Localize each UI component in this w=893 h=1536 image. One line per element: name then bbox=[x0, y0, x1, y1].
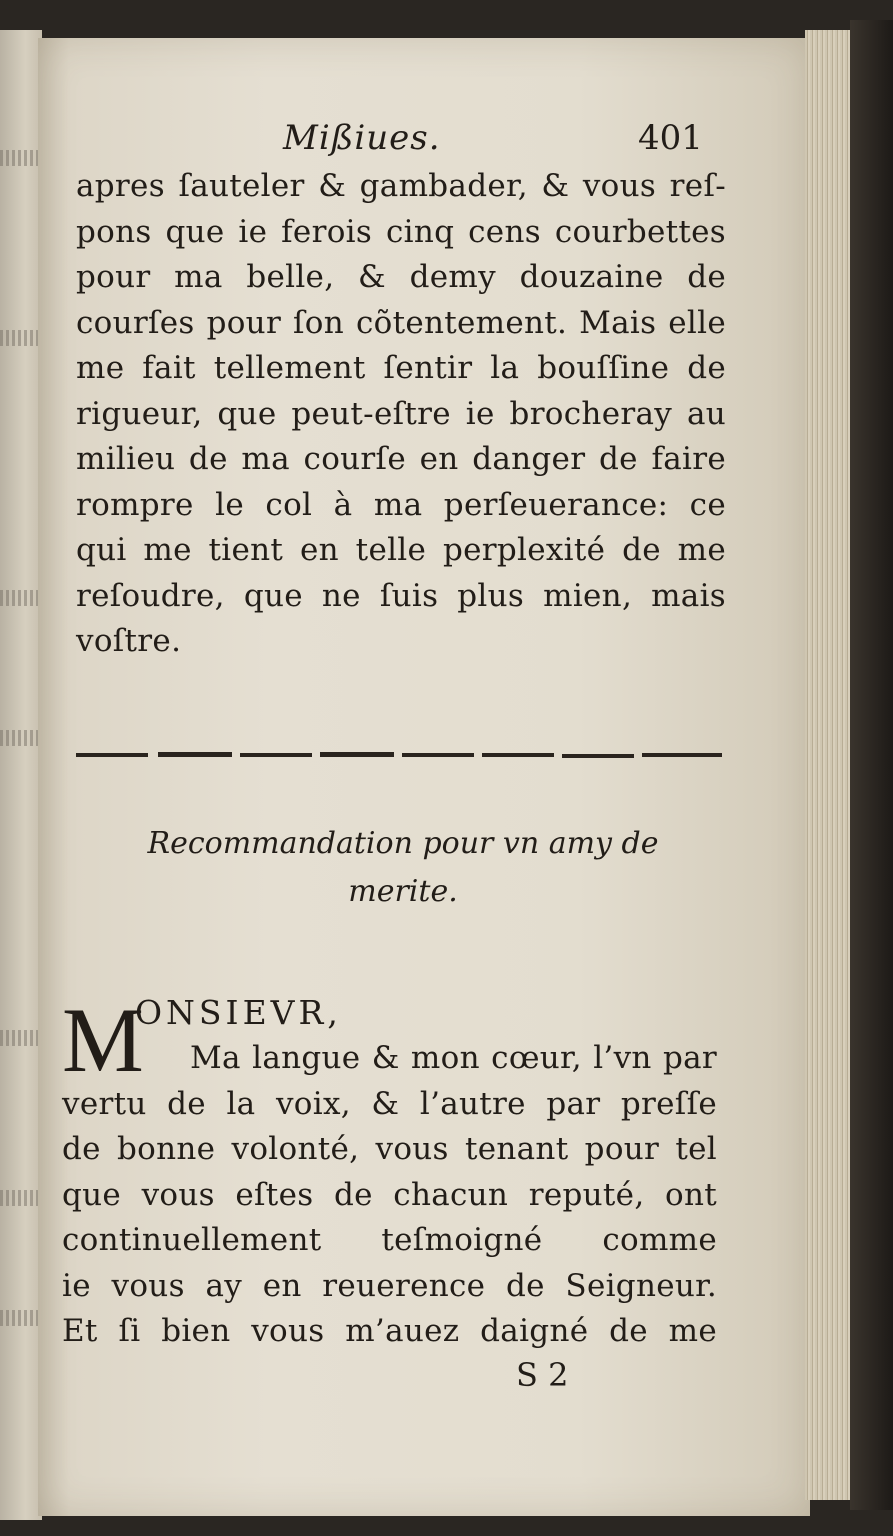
bleed-mark bbox=[0, 1030, 38, 1046]
text-line: milieu de ma courſe en danger de faire bbox=[76, 441, 726, 477]
bleed-mark bbox=[0, 330, 38, 346]
heading-line: merite. bbox=[348, 874, 458, 909]
section-heading bbox=[138, 820, 668, 916]
text-line: continuellement teſmoigné comme bbox=[62, 1222, 717, 1258]
ornamental-rule bbox=[76, 750, 724, 760]
page-header bbox=[38, 118, 810, 168]
text-line: ie vous ay en reuerence de Seigneur. bbox=[62, 1267, 717, 1304]
signature-mark: S 2 bbox=[516, 1356, 569, 1394]
text-line: rigueur, que peut-eſtre ie brocheray au bbox=[76, 395, 726, 432]
salutation: ONSIEVR, bbox=[135, 993, 342, 1032]
text-line: Et ſi bien vous m’auez daigné de me bbox=[62, 1313, 717, 1349]
text-line: pour ma belle, & demy douzaine de bbox=[76, 259, 726, 295]
text-line: Ma langue & mon cœur, l’vn par bbox=[190, 1040, 717, 1076]
text-line: pons que ie ferois cinq cens courbettes bbox=[76, 213, 726, 250]
body-text bbox=[76, 164, 726, 665]
letter-body bbox=[62, 1036, 717, 1355]
text-line: vertu de la voix, & l’autre par preſſe bbox=[62, 1085, 717, 1122]
drop-cap: M bbox=[62, 989, 144, 1091]
text-line: apres ſauteler & gambader, & vous reſ- bbox=[76, 168, 726, 204]
text-line: rompre le col à ma perſeuerance: ce bbox=[76, 486, 726, 523]
text-line: voſtre. bbox=[76, 623, 182, 659]
bleed-mark bbox=[0, 1190, 38, 1206]
facing-page-edge bbox=[0, 30, 42, 1520]
text-line: qui me tient en telle perplexité de me bbox=[76, 532, 726, 568]
text-line: que vous eſtes de chacun reputé, ont bbox=[62, 1176, 717, 1213]
text-line: reſoudre, que ne ſuis plus mien, mais bbox=[76, 577, 726, 614]
text-line: de bonne volonté, vous tenant pour tel bbox=[62, 1131, 717, 1167]
text-line: me fait tellement ſentir la bouſſine de bbox=[76, 350, 726, 386]
heading-line: Recommandation pour vn amy de bbox=[147, 826, 659, 861]
bleed-mark bbox=[0, 150, 38, 166]
bleed-mark bbox=[0, 730, 38, 746]
text-line: courſes pour ſon cõtentement. Mais elle bbox=[76, 304, 726, 341]
running-title: Mißiues. bbox=[283, 118, 441, 158]
bleed-mark bbox=[0, 1310, 38, 1326]
bleed-mark bbox=[0, 590, 38, 606]
page-number: 401 bbox=[638, 118, 703, 158]
page bbox=[38, 38, 810, 1516]
book-cover-edge bbox=[850, 20, 893, 1510]
